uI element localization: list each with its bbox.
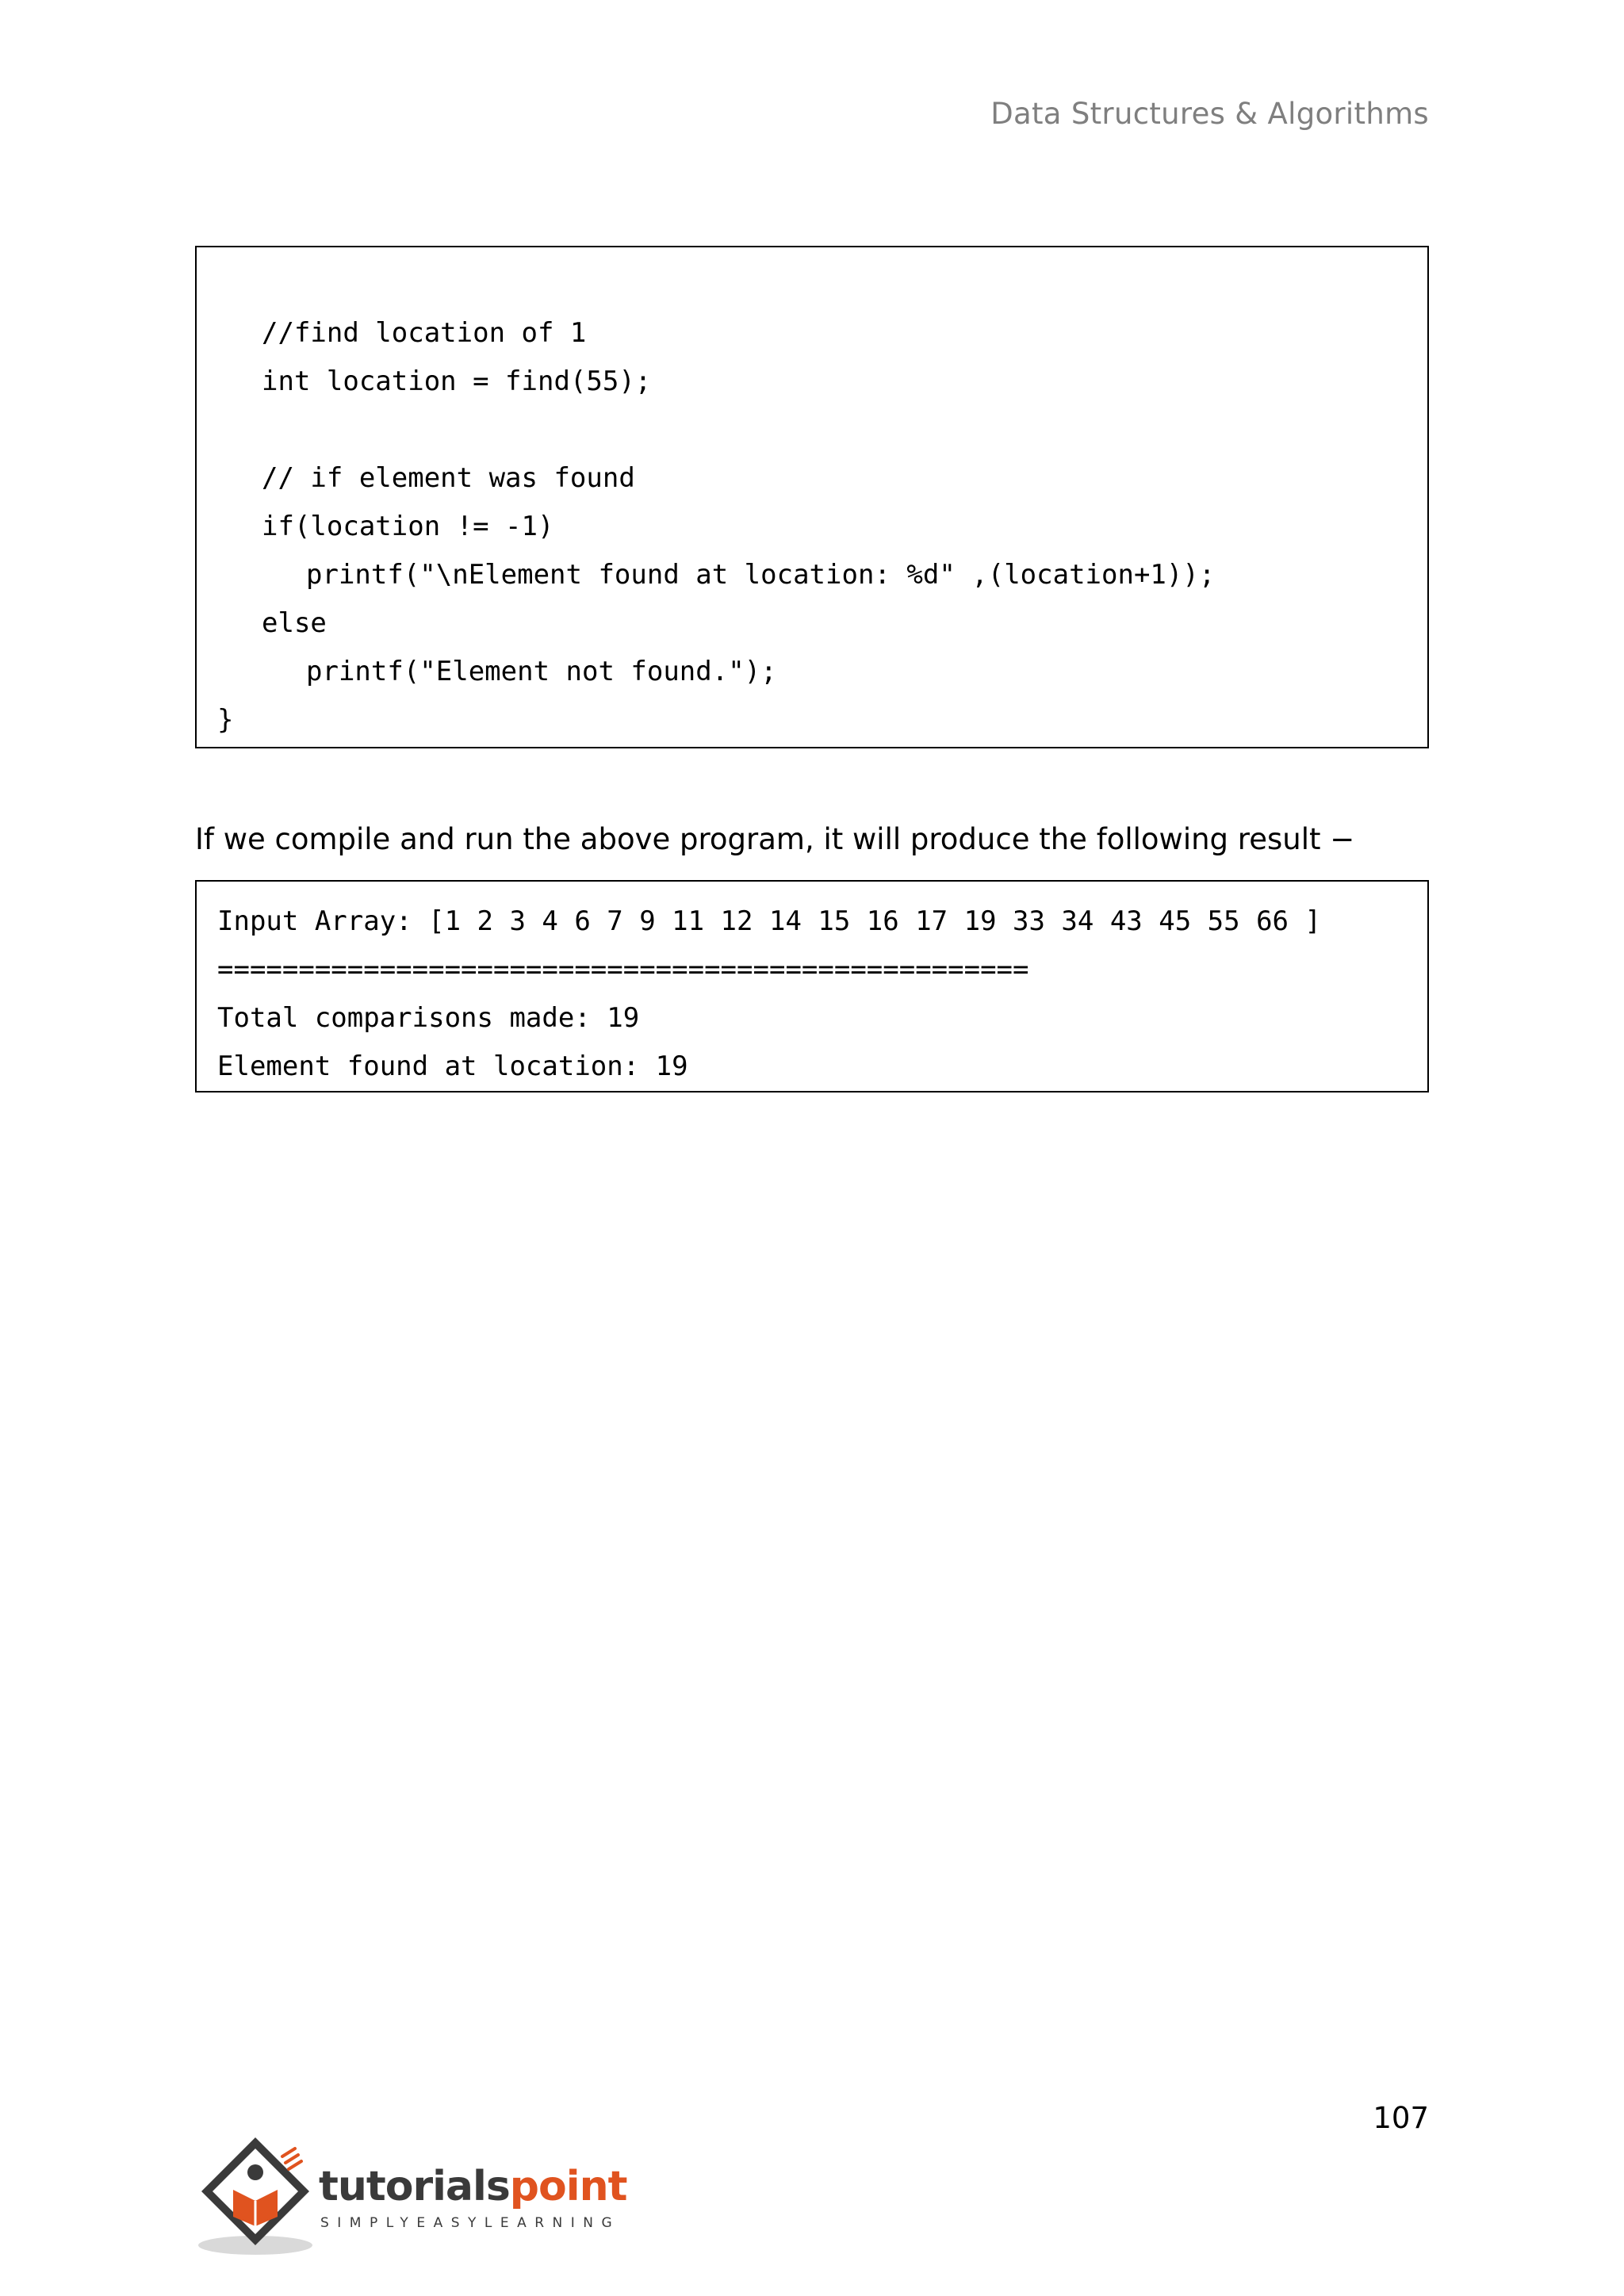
page-header-title: Data Structures & Algorithms (990, 97, 1429, 131)
logo-wordmark (319, 2163, 626, 2210)
output-line: Total comparisons made: 19 (217, 1002, 640, 1034)
code-line: printf("Element not found."); (306, 656, 777, 687)
code-line (217, 406, 1427, 454)
code-line: else (262, 607, 327, 639)
logo-tagline: SIMPLYEASYLEARNING (320, 2215, 621, 2231)
output-line: ================================================== (217, 954, 1029, 985)
program-code-block (195, 246, 1429, 748)
output-line: Input Array: [1 2 3 4 6 7 9 11 12 14 15 16 17 19 33 34 43 45 55 66 ] (217, 905, 1321, 937)
code-line: printf("\nElement found at location: %d" ,(location+1)); (306, 559, 1216, 591)
page-number: 107 (1373, 2101, 1429, 2135)
program-output-block (195, 880, 1429, 1093)
result-intro-text: If we compile and run the above program, it will produce the following result − (195, 822, 1355, 856)
logo-word-tutorials: tutorials (319, 2163, 510, 2210)
tutorialspoint-logo (193, 2131, 638, 2258)
code-line: // if element was found (262, 462, 635, 494)
output-line: Element found at location: 19 (217, 1050, 688, 1082)
code-line: if(location != -1) (262, 511, 554, 542)
logo-word-point: point (509, 2163, 627, 2210)
tutorialspoint-logo-icon (193, 2131, 328, 2258)
code-line: //find location of 1 (262, 317, 587, 349)
code-line: } (217, 704, 234, 736)
code-line: int location = find(55); (262, 365, 652, 397)
